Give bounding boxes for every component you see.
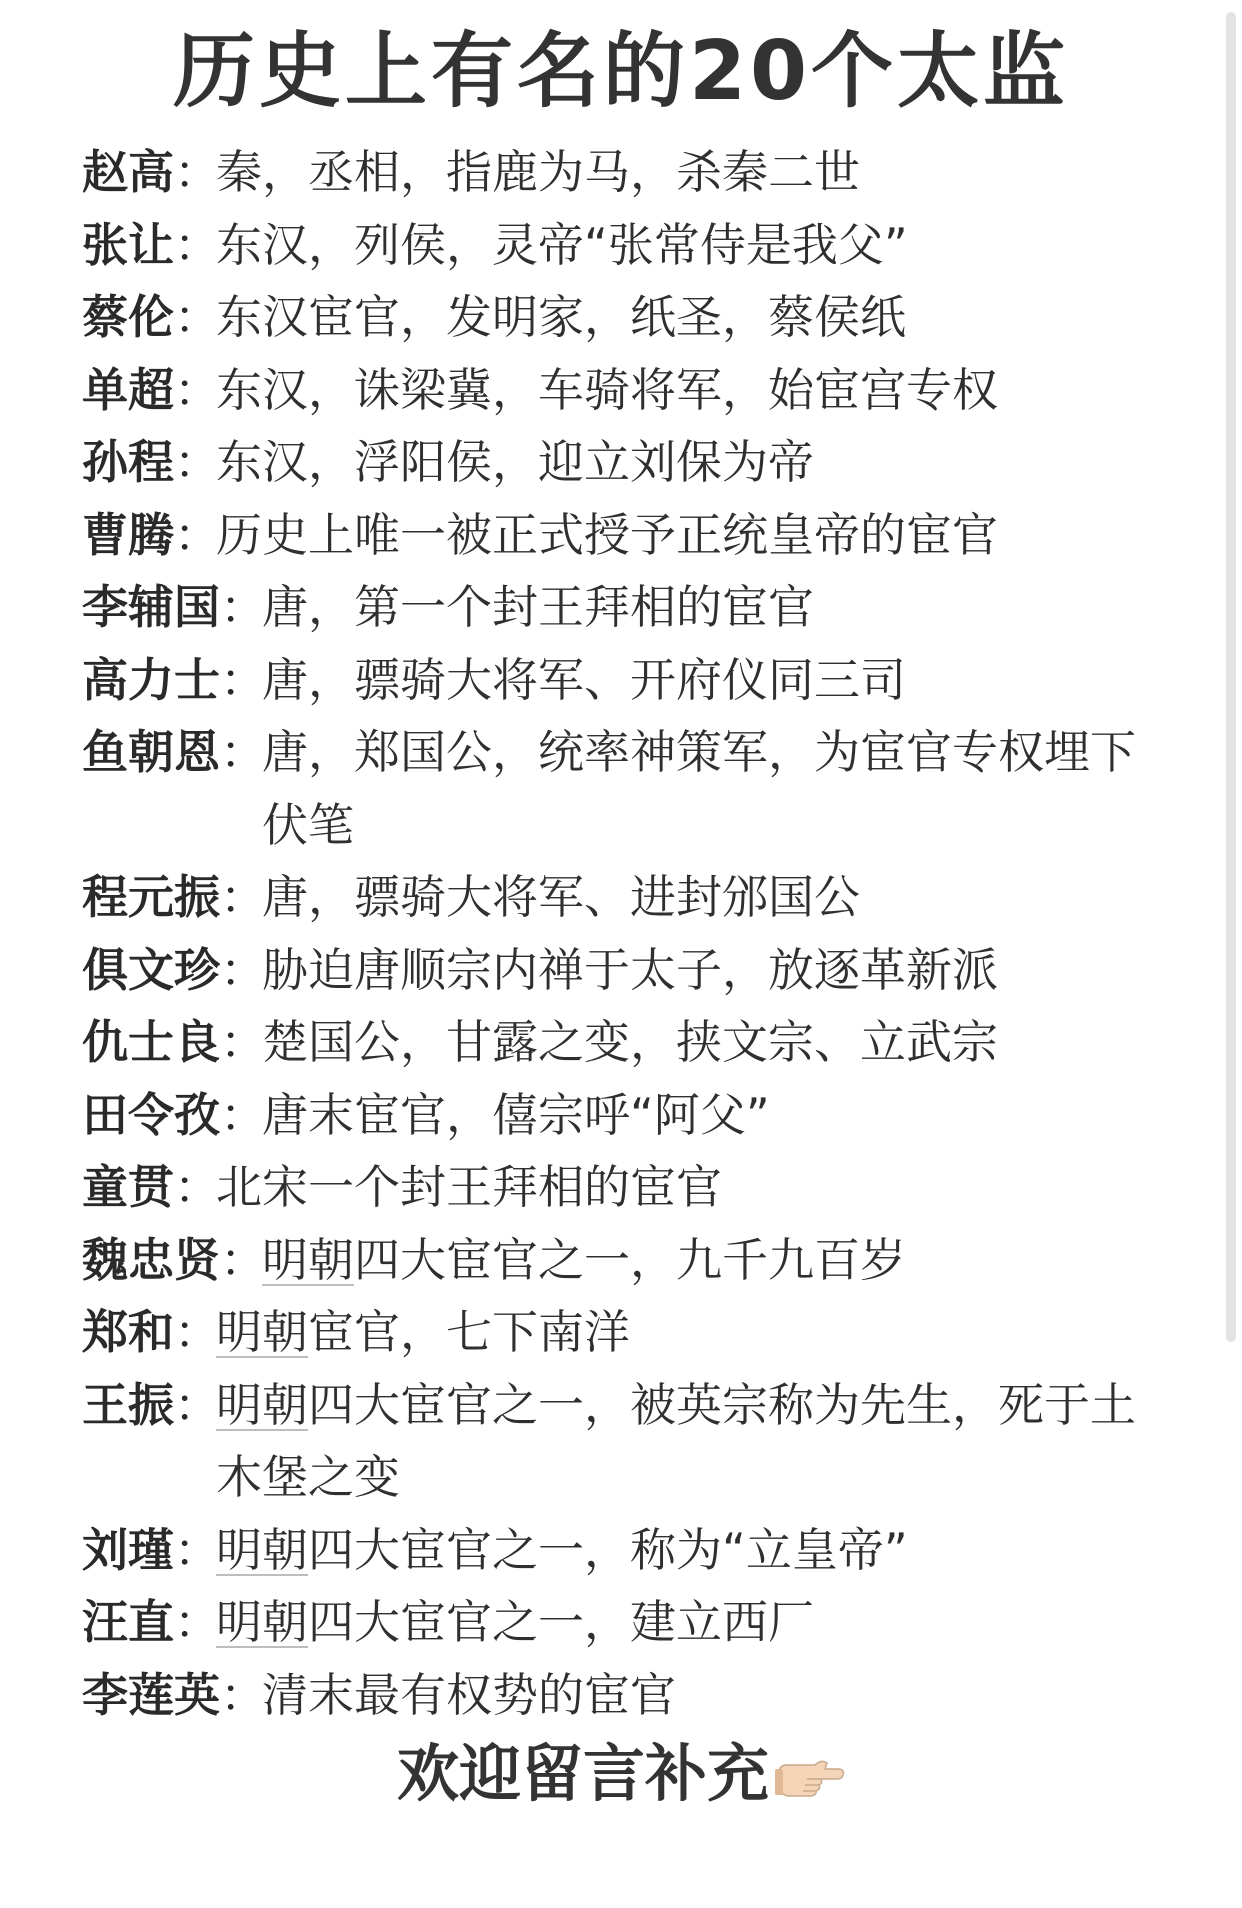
entry-text: 宦官，七下南洋 [308, 1305, 630, 1359]
entry-name: 鱼朝恩 [82, 725, 220, 779]
entry-text: 清末最有权势的宦官 [262, 1667, 676, 1722]
entry-name: 单超 [82, 362, 174, 417]
entry-link[interactable]: 明朝 [216, 1305, 308, 1359]
entry-name: 蔡伦 [82, 290, 174, 344]
page-title: 历史上有名的20个太监 [172, 24, 1070, 119]
entry-text: 四大宦官之一，建立西厂 [308, 1595, 814, 1649]
entry-text: 唐，郑国公，统率神策军，为宦官专权埋下伏笔 [262, 725, 1136, 852]
list-item [82, 716, 1142, 861]
entry-description [262, 644, 1142, 717]
list-item [82, 499, 1142, 572]
list-item [82, 1296, 1142, 1369]
entry-text: 四大宦官之一，九千九百岁 [354, 1232, 906, 1287]
entry-text: 唐，骠骑大将军、进封邠国公 [262, 870, 860, 924]
entry-description [262, 1224, 1142, 1297]
list-item [82, 571, 1142, 644]
entry-text: 北宋一个封王拜相的宦官 [216, 1160, 722, 1214]
entry-colon: ： [174, 145, 220, 199]
list-item [82, 644, 1142, 717]
entry-description [216, 1586, 1142, 1659]
entry-text: 四大宦官之一，称为“立皇帝” [308, 1522, 908, 1577]
entry-name: 郑和 [82, 1305, 174, 1359]
eunuch-list [82, 136, 1142, 1731]
entry-name: 赵高 [82, 145, 174, 199]
entry-text: 东汉，诛梁冀，车骑将军，始宦宫专权 [216, 362, 998, 417]
entry-link[interactable]: 明朝 [216, 1377, 308, 1432]
entry-description [262, 716, 1142, 861]
list-item [82, 1369, 1142, 1514]
list-item [82, 861, 1142, 934]
entry-text: 唐，骠骑大将军、开府仪同三司 [262, 652, 906, 707]
entry-colon: ： [174, 1522, 220, 1577]
entry-text: 胁迫唐顺宗内禅于太子，放逐革新派 [262, 942, 998, 997]
entry-name: 田令孜 [82, 1087, 220, 1142]
scrollbar[interactable] [1226, 12, 1236, 1342]
entry-text: 唐，第一个封王拜相的宦官 [262, 580, 814, 634]
entry-text: 四大宦官之一，被英宗称为先生，死于土木堡之变 [216, 1377, 1136, 1504]
entry-description [216, 354, 1142, 427]
footer-text: 欢迎留言补充 [396, 1737, 769, 1810]
entry-colon: ： [220, 1015, 266, 1069]
entry-colon: ： [174, 1595, 220, 1649]
entry-colon: ： [220, 870, 266, 924]
entry-colon: ： [220, 652, 266, 707]
entry-name: 李莲英 [82, 1667, 220, 1722]
entry-description [216, 209, 1142, 282]
entry-name: 高力士 [82, 652, 220, 707]
entry-colon: ： [220, 1232, 266, 1287]
entry-name: 张让 [82, 217, 174, 272]
entry-name: 孙程 [82, 435, 174, 489]
entry-colon: ： [174, 217, 220, 272]
entry-colon: ： [174, 507, 220, 562]
list-item [82, 354, 1142, 427]
entry-colon: ： [220, 1087, 266, 1142]
entry-name: 程元振 [82, 870, 220, 924]
entry-colon: ： [174, 1305, 220, 1359]
entry-description [216, 1151, 1142, 1224]
entry-name: 魏忠贤 [82, 1232, 220, 1287]
list-item [82, 281, 1142, 354]
entry-name: 曹腾 [82, 507, 174, 562]
entry-description [262, 1079, 1142, 1152]
entry-colon: ： [220, 725, 266, 779]
entry-description [262, 934, 1142, 1007]
entry-description [216, 499, 1142, 572]
list-item [82, 1151, 1142, 1224]
entry-colon: ： [174, 1160, 220, 1214]
pointing-hand-icon [775, 1738, 845, 1818]
list-item [82, 1659, 1142, 1732]
entry-name: 刘瑾 [82, 1522, 174, 1577]
list-item [82, 136, 1142, 209]
list-item [82, 1079, 1142, 1152]
entry-link[interactable]: 明朝 [262, 1232, 354, 1287]
entry-name: 仇士良 [82, 1015, 220, 1069]
entry-text: 秦，丞相，指鹿为马，杀秦二世 [216, 145, 860, 199]
entry-link[interactable]: 明朝 [216, 1522, 308, 1577]
entry-text: 历史上唯一被正式授予正统皇帝的宦官 [216, 507, 998, 562]
entry-description [262, 861, 1142, 934]
entry-name: 俱文珍 [82, 942, 220, 997]
list-item [82, 1224, 1142, 1297]
entry-description [216, 426, 1142, 499]
footer [0, 1734, 1242, 1818]
entry-name: 童贯 [82, 1160, 174, 1214]
entry-colon: ： [220, 1667, 266, 1722]
entry-text: 东汉，浮阳侯，迎立刘保为帝 [216, 435, 814, 489]
entry-colon: ： [220, 942, 266, 997]
entry-colon: ： [174, 1377, 220, 1432]
entry-text: 东汉，列侯，灵帝“张常侍是我父” [216, 217, 908, 272]
entry-description [262, 571, 1142, 644]
entry-description [216, 1369, 1142, 1514]
entry-description [216, 281, 1142, 354]
entry-name: 汪直 [82, 1595, 174, 1649]
entry-text: 东汉宦官，发明家，纸圣，蔡侯纸 [216, 290, 906, 344]
entry-colon: ： [174, 290, 220, 344]
entry-text: 唐末宦官，僖宗呼“阿父” [262, 1087, 770, 1142]
list-item [82, 1586, 1142, 1659]
entry-colon: ： [220, 580, 266, 634]
entry-description [216, 136, 1142, 209]
entry-description [216, 1296, 1142, 1369]
list-item [82, 1514, 1142, 1587]
entry-name: 王振 [82, 1377, 174, 1432]
entry-colon: ： [174, 362, 220, 417]
list-item [82, 1006, 1142, 1079]
entry-link[interactable]: 明朝 [216, 1595, 308, 1649]
list-item [82, 934, 1142, 1007]
list-item [82, 426, 1142, 499]
entry-description [262, 1659, 1142, 1732]
list-item [82, 209, 1142, 282]
entry-text: 楚国公，甘露之变，挟文宗、立武宗 [262, 1015, 998, 1069]
entry-description [216, 1514, 1142, 1587]
entry-colon: ： [174, 435, 220, 489]
entry-description [262, 1006, 1142, 1079]
entry-name: 李辅国 [82, 580, 220, 634]
